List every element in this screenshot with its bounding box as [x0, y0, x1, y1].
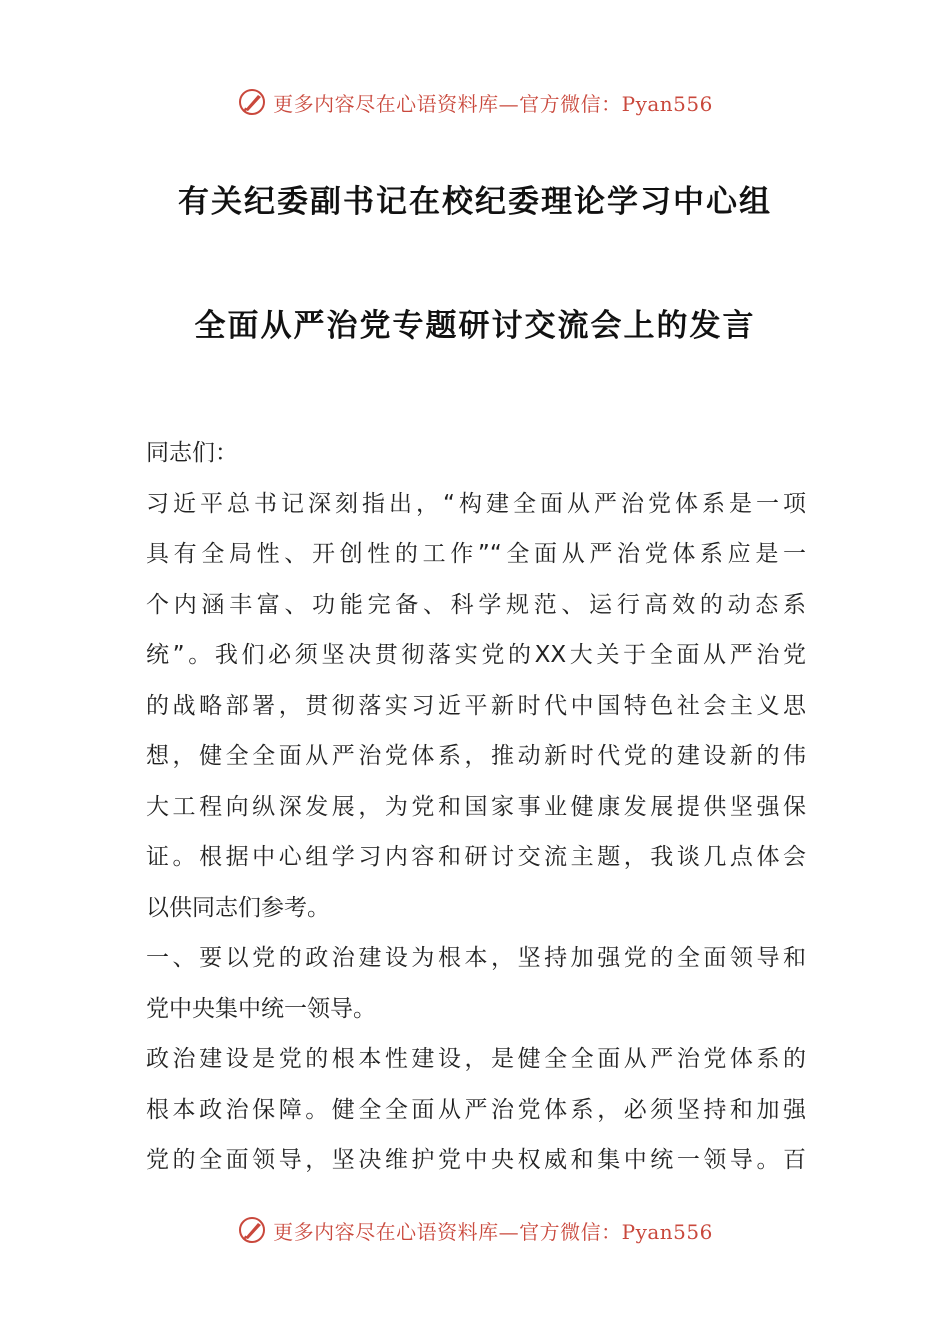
body-line: 根本政治保障。健全全面从严治党体系，必须坚持和加强 [146, 1096, 806, 1123]
footer-watermark-text: 更多内容尽在心语资料库—官方微信：Pyan556 [273, 1219, 713, 1244]
body-line: 政治建设是党的根本性建设，是健全全面从严治党体系的 [146, 1046, 806, 1072]
salutation: 同志们： [146, 440, 238, 466]
body-line: 的战略部署，贯彻落实习近平新时代中国特色社会主义思 [146, 692, 806, 719]
header-watermark-text: 更多内容尽在心语资料库—官方微信：Pyan556 [273, 91, 713, 116]
body-line: 习近平总书记深刻指出，“构建全面从严治党体系是一项 [146, 490, 806, 517]
quill-pen-icon [237, 87, 267, 117]
body-line: 大工程向纵深发展，为党和国家事业健康发展提供坚强保 [146, 793, 806, 820]
body-line: 证。根据中心组学习内容和研讨交流主题，我谈几点体会 [146, 844, 806, 870]
body-line: 具有全局性、开创性的工作”“全面从严治党体系应是一 [146, 541, 806, 567]
section-heading-line: 党中央集中统一领导。 [146, 995, 376, 1022]
body-line: 个内涵丰富、功能完备、科学规范、运行高效的动态系 [146, 591, 806, 618]
section-heading-line: 一、要以党的政治建设为根本，坚持加强党的全面领导和 [146, 945, 806, 971]
header-watermark-banner [0, 82, 950, 122]
footer-watermark-banner [0, 1210, 950, 1250]
body-line: 以供同志们参考。 [146, 894, 330, 921]
document-body [146, 428, 806, 1186]
document-title-line-2: 全面从严治党专题研讨交流会上的发言 [194, 308, 756, 344]
body-line: 想，健全全面从严治党体系，推动新时代党的建设新的伟 [146, 743, 806, 769]
body-line: 党的全面领导，坚决维护党中央权威和集中统一领导。百 [146, 1147, 806, 1173]
body-line: 统”。我们必须坚决贯彻落实党的XX大关于全面从严治党 [146, 642, 806, 668]
quill-pen-icon [237, 1215, 267, 1245]
document-title-line-1: 有关纪委副书记在校纪委理论学习中心组 [178, 184, 772, 220]
